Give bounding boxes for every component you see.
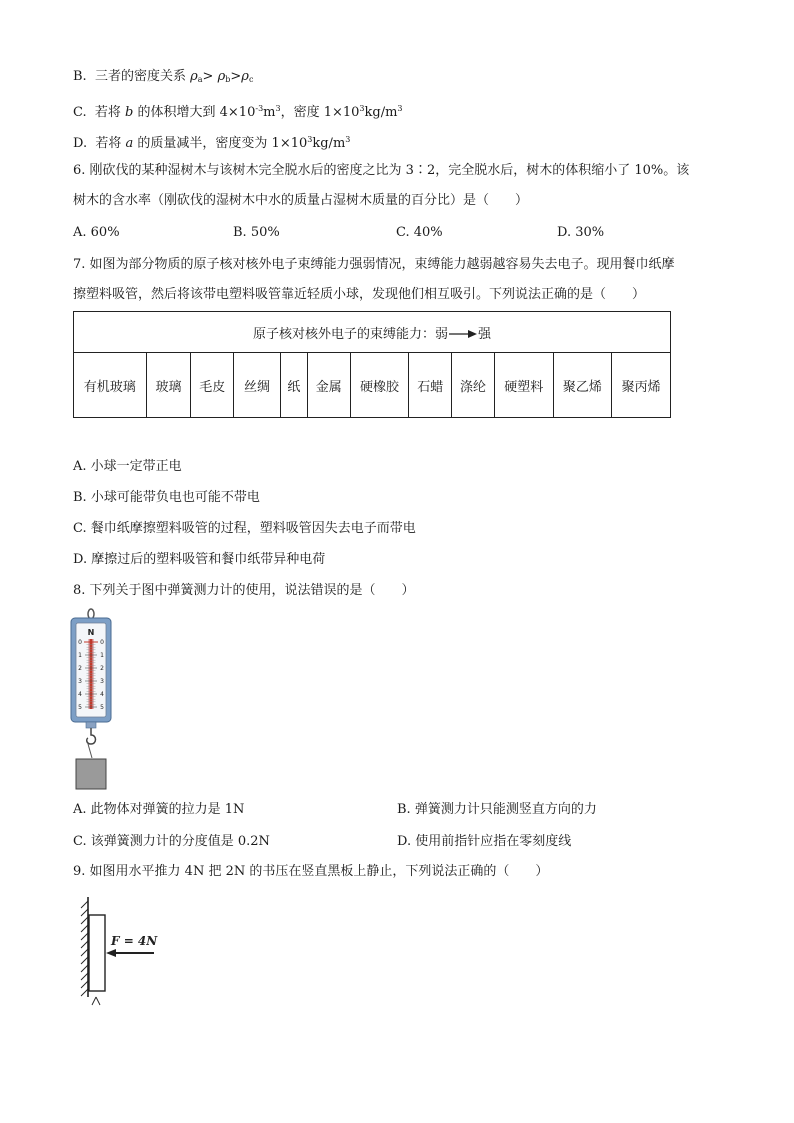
scale-tick-right: 1: [100, 652, 104, 659]
q7-option-d: D. 摩擦过后的塑料吸管和餐巾纸带异种电荷: [73, 552, 326, 567]
q7-option-b: B. 小球可能带负电也可能不带电: [73, 490, 260, 505]
material-cell: 毛皮: [191, 353, 234, 418]
q6-stem-line2: 树木的含水率（刚砍伐的湿树木中水的质量占湿树木质量的百分比）是（ ）: [73, 193, 529, 208]
q5-option-b: B. 三者的密度关系 $\rho_a> \rho_b>\rho_c$: [73, 69, 254, 84]
material-cell: 聚丙烯: [612, 353, 671, 418]
q8-stem: 8. 下列关于图中弹簧测力计的使用，说法错误的是（ ）: [73, 583, 415, 598]
q6-stem-line1: 6. 刚砍伐的某种湿树木与该树木完全脱水后的密度之比为 3∶2，完全脱水后，树木的体积缩小了 10%。该: [73, 163, 690, 178]
scale-tick-left: 0: [78, 639, 82, 646]
right-arrow-icon: [448, 329, 478, 339]
material-cell: 金属: [307, 353, 350, 418]
q6-option-a: A. 60%: [73, 225, 120, 240]
material-cell: 硬橡胶: [350, 353, 409, 418]
scale-tick-right: 2: [100, 665, 104, 672]
binding-ability-table: [73, 311, 671, 418]
material-cell: 丝绸: [234, 353, 281, 418]
q5-option-c: C. 若将 b 的体积增大到 $4\times 10^{-3}m^3$，密度 $1\times 10^3kg/m^3$: [73, 104, 403, 120]
q7-option-a: A. 小球一定带正电: [73, 459, 182, 474]
scale-unit-label: N: [87, 628, 95, 637]
material-cell: 硬塑料: [494, 353, 553, 418]
q8-option-c: C. 该弹簧测力计的分度值是 0.2N: [73, 834, 270, 849]
material-cell: 纸: [280, 353, 307, 418]
spring-scale-figure: [64, 608, 124, 794]
scale-tick-left: 1: [78, 652, 82, 659]
q9-stem: 9. 如图用水平推力 4N 把 2N 的书压在竖直黑板上静止，下列说法正确的（ ）: [73, 864, 549, 879]
material-cell: 玻璃: [146, 353, 191, 418]
hook-icon: [87, 728, 96, 744]
q6-option-c: C. 40%: [396, 225, 443, 240]
q7-stem-line2: 擦塑料吸管，然后将该带电塑料吸管靠近轻质小球，发现他们相互吸引。下列说法正确的是（ ）: [73, 287, 646, 302]
scale-tick-left: 5: [78, 704, 82, 711]
hanging-weight: [76, 759, 106, 789]
material-cell: 涤纶: [452, 353, 495, 418]
scale-tick-left: 3: [78, 678, 82, 685]
left-arrow-icon: [106, 949, 116, 957]
q7-option-c: C. 餐巾纸摩擦塑料吸管的过程，塑料吸管因失去电子而带电: [73, 521, 416, 536]
scale-tick-right: 3: [100, 678, 104, 685]
q6-option-d: D. 30%: [557, 225, 605, 240]
q8-option-b: B. 弹簧测力计只能测竖直方向的力: [397, 802, 597, 817]
book-block: [89, 915, 105, 991]
material-cell: 石蜡: [409, 353, 452, 418]
book-on-blackboard-figure: [70, 893, 170, 1011]
scale-tick-right: 5: [100, 704, 104, 711]
scale-tick-left: 4: [78, 691, 82, 698]
force-label: F = 4N: [111, 934, 158, 948]
scale-tick-left: 2: [78, 665, 82, 672]
scale-tick-right: 0: [100, 639, 104, 646]
q8-option-a: A. 此物体对弹簧的拉力是 1N: [73, 802, 245, 817]
table-header: 原子核对核外电子的束缚能力：弱 强: [74, 312, 671, 353]
material-cell: 聚乙烯: [553, 353, 612, 418]
q6-option-b: B. 50%: [233, 225, 280, 240]
q7-stem-line1: 7. 如图为部分物质的原子核对核外电子束缚能力强弱情况，束缚能力越弱越容易失去电子。现用餐巾纸摩: [73, 257, 675, 272]
material-cell: 有机玻璃: [74, 353, 147, 418]
q8-option-d: D. 使用前指针应指在零刻度线: [397, 834, 572, 849]
scale-tick-right: 4: [100, 691, 104, 698]
q5-option-d: D. 若将 a 的质量减半，密度变为 $1\times 10^3kg/m^3$: [73, 135, 351, 151]
